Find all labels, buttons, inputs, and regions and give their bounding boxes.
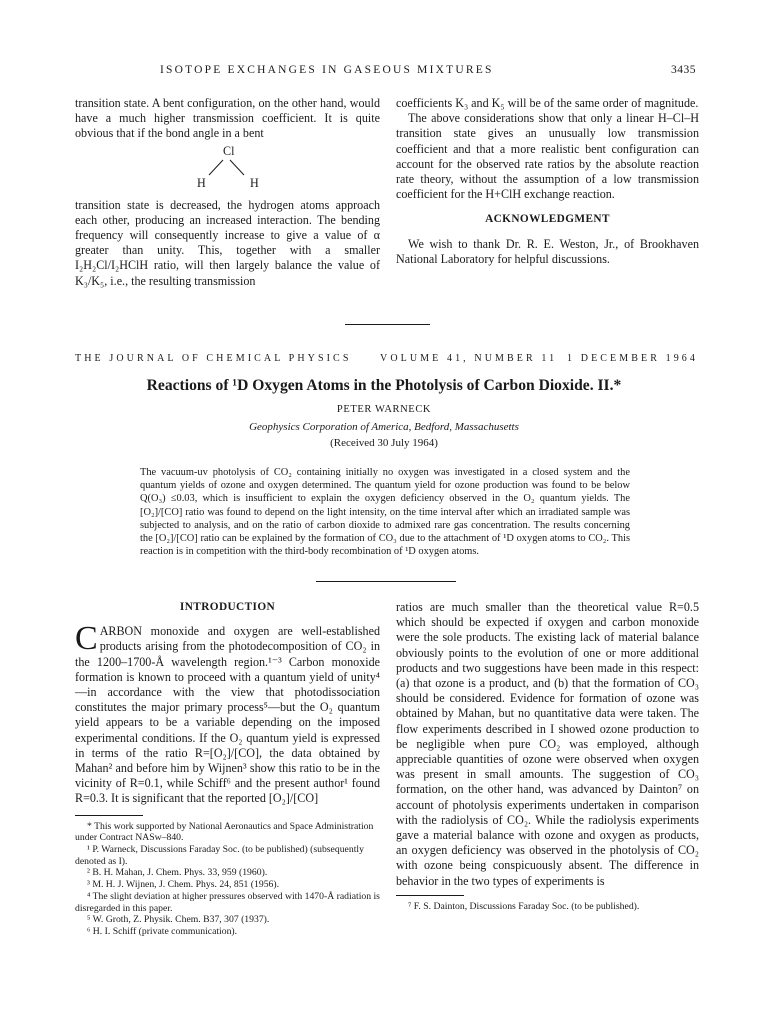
received-date: (Received 30 July 1964)	[330, 437, 438, 449]
footnotes-left	[75, 821, 380, 938]
footnotes-right	[396, 901, 699, 913]
diagram-atom-cl: Cl	[223, 143, 235, 158]
paragraph: The above considerations show that only a linear H–Cl–H transition state gives an unusually low transmission coefficient and that a more realistic bent configuration can account for the observed rate ratios by the absolute reaction rate theory, without the assumption of a low transmission coefficient for the H+ClH exchange reaction.	[396, 111, 699, 202]
abstract-separator-rule	[316, 581, 456, 582]
body-left-column	[75, 600, 380, 938]
footnote: * This work supported by National Aeronautics and Space Administration under Contract NASw–840.	[75, 820, 374, 844]
abstract: The vacuum-uv photolysis of CO₂ containing initially no oxygen was investigated in a closed system and the quantum yields of ozone and oxygen determined. The quantum yield for ozone production was found to be below Q(O₃) ≤0.03, which is insufficient to explain the oxygen deficiency observed in the O₂ quantum yields. The [O₂]/[CO] ratio was found to depend on the light intensity, on the time interval after which an irradiated sample was subjected to analysis, and on the ratio of carbon dioxide to admixed rare gas concentration. The results concerning the [O₂]/[CO] ratio can be explained by the formation of CO₃ due to the attachment of ¹D oxygen atoms to CO₂. This reaction is in competition with the third-body recombination of ¹D oxygen atoms.	[140, 467, 630, 558]
footnote: ¹ P. Warneck, Discussions Faraday Soc. (to be published) (subsequently denoted as I).	[75, 844, 364, 867]
prev-article-left-column	[75, 96, 380, 289]
intro-continued: ratios are much smaller than the theoretical value R=0.5 which should be expected if oxygen and carbon monoxide were the sole products. The existing lack of material balance obviously points to the evolution of one or more additional products and two suggestions have been made in this respect: (a) that ozone is a product, and (b) that the formation of CO₃ should be considered. Evidence for formation of ozone was obtained by Mahan, but no quantitative data were taken. The flow experiments described in I showed ozone production to be negligible when pure CO₂ was employed, although appreciable quantities of ozone were observed when oxygen was present in small amounts. The suggestion of CO₃ formation, on the other hand, was advanced by Dainton⁷ on account of photolysis experiments undertaken in comparison with the radiolysis of CO₂. While the radiolysis experiments gave a material balance with ozone and oxygen as products, an oxygen deficiency was observed in the photolysis of CO₂ with ozone being conspicuously absent. The difference in behavior in the two types of experiments is	[396, 600, 699, 888]
paragraph: transition state. A bent configuration, on the other hand, would have a much higher transmission coefficient. It is quite obvious that if the bond angle in a bent	[75, 96, 380, 141]
bond-lines-icon	[203, 158, 249, 178]
drop-cap: C	[75, 620, 98, 658]
footnote: ⁷ F. S. Dainton, Discussions Faraday Soc. (to be published).	[408, 900, 640, 912]
journal-line	[75, 353, 698, 367]
footnote: ³ M. H. J. Wijnen, J. Chem. Phys. 24, 851 (1956).	[87, 879, 280, 891]
journal-name: THE JOURNAL OF CHEMICAL PHYSICS	[75, 353, 352, 364]
bent-molecule-diagram	[75, 142, 380, 198]
footnote: ⁶ H. I. Schiff (private communication).	[87, 925, 238, 937]
page-number: 3435	[671, 64, 696, 76]
journal-date: 1 DECEMBER 1964	[567, 353, 698, 364]
journal-volume: VOLUME 41, NUMBER 11	[380, 353, 558, 364]
running-head	[78, 64, 696, 80]
prev-article-right-column	[396, 96, 699, 267]
author-affiliation: Geophysics Corporation of America, Bedford, Massachusetts	[249, 421, 519, 433]
footnote: ⁴ The slight deviation at higher pressures observed with 1470-Å radiation is disregarded in this paper.	[75, 890, 380, 914]
acknowledgment-heading: ACKNOWLEDGMENT	[485, 213, 610, 226]
paragraph: transition state is decreased, the hydrogen atoms approach each other, producing an increased interaction. The bending frequency will consequently increase to give a value of α greater than unity. This, together with a smaller I₂H₂Cl/I₂HClH ratio, will then largely balance the value of K₃/K₅, i.e., the resulting transmission	[75, 197, 380, 288]
footnote-rule	[75, 815, 143, 816]
diagram-atom-h-left: H	[197, 175, 206, 190]
intro-paragraph	[75, 620, 380, 806]
acknowledgment-text: We wish to thank Dr. R. E. Weston, Jr., of Brookhaven National Laboratory for helpful discussions.	[396, 236, 699, 266]
diagram-atom-h-right: H	[250, 175, 259, 190]
body-right-column	[396, 600, 699, 913]
article-title: Reactions of ¹D Oxygen Atoms in the Photolysis of Carbon Dioxide. II.*	[146, 377, 622, 394]
article-separator-rule	[345, 324, 430, 325]
intro-text: ARBON monoxide and oxygen are well-established products arising from the photodecomposition of CO₂ in the 1200–1700-Å wavelength region.¹⁻³ Carbon monoxide formation is known to proceed with a quantum yield of unity⁴—in accordance with the view that photodissociation constitutes the major primary process⁵—but the O₂ quantum yield appears to be a variable depending on the imposed experimental conditions. If the O₂ quantum yield is expressed in terms of the ratio R=[O₂]/[CO], the data obtained by Mahan² and before him by Wijnen³ show this ratio to be in the vicinity of R=0.1, while Schiff⁶ and the present author¹ found R=0.3. It is significant that the reported [O₂]/[CO]	[75, 624, 380, 806]
paragraph: coefficients K₃ and K₅ will be of the same order of magnitude.	[396, 96, 699, 110]
running-head-title: ISOTOPE EXCHANGES IN GASEOUS MIXTURES	[160, 64, 494, 76]
footnote: ⁵ W. Groth, Z. Physik. Chem. B37, 307 (1937).	[87, 914, 270, 926]
introduction-heading: INTRODUCTION	[179, 601, 276, 613]
author-name: PETER WARNECK	[336, 404, 432, 415]
footnote: ² B. H. Mahan, J. Chem. Phys. 33, 959 (1960).	[87, 867, 268, 879]
footnote-rule	[396, 895, 464, 896]
